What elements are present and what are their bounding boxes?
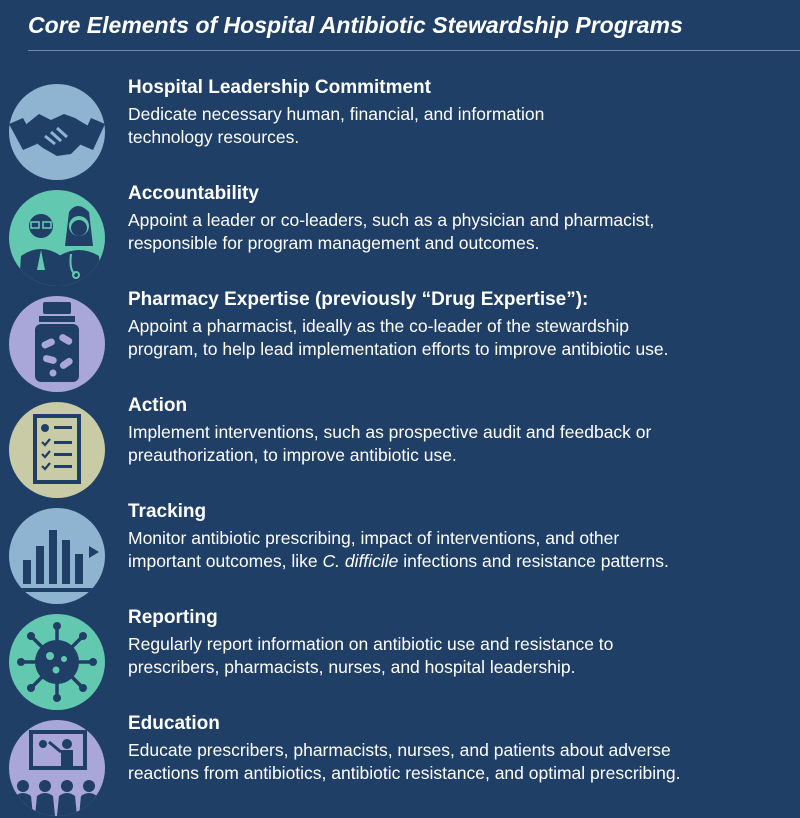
desc-action (128, 421, 793, 467)
desc-line: Educate prescribers, pharmacists, nurses, and patients about adverse (128, 740, 671, 760)
desc-line: Monitor antibiotic prescribing, impact of interventions, and other (128, 528, 620, 548)
desc-line: reactions from antibiotics, antibiotic resistance, and optimal prescribing. (128, 763, 681, 783)
heading-accountability: Accountability (128, 183, 259, 204)
heading-action: Action (128, 395, 188, 416)
desc-line: technology resources. (128, 127, 300, 147)
presentation-icon (9, 720, 105, 816)
desc-pharmacy-expertise (128, 315, 793, 361)
desc-leadership (128, 103, 793, 149)
desc-line: Appoint a pharmacist, ideally as the co-leader of the stewardship (128, 316, 629, 336)
desc-text: infections and resistance patterns. (398, 551, 669, 571)
element-pharmacy-expertise (0, 288, 800, 394)
desc-line: preauthorization, to improve antibiotic use. (128, 445, 457, 465)
element-accountability (0, 182, 800, 288)
title-divider (28, 50, 800, 51)
checklist-icon (9, 402, 105, 498)
desc-line: Implement interventions, such as prospective audit and feedback or (128, 422, 652, 442)
heading-leadership: Hospital Leadership Commitment (128, 77, 431, 98)
element-action (0, 394, 800, 500)
desc-tracking (128, 527, 793, 573)
pill-bottle-icon (9, 296, 105, 392)
page-title: Core Elements of Hospital Antibiotic Stewardship Programs (28, 12, 683, 38)
heading-reporting: Reporting (128, 607, 218, 628)
element-reporting (0, 606, 800, 712)
heading-tracking: Tracking (128, 501, 207, 522)
desc-line (128, 550, 793, 573)
element-leadership (0, 76, 800, 182)
desc-line: program, to help lead implementation efforts to improve antibiotic use. (128, 339, 669, 359)
desc-line: Regularly report information on antibiotic use and resistance to (128, 634, 614, 654)
heading-education: Education (128, 713, 220, 734)
handshake-icon (9, 84, 105, 180)
organism-name: C. difficile (322, 551, 399, 571)
bar-chart-icon (9, 508, 105, 604)
desc-accountability (128, 209, 793, 255)
desc-line: Dedicate necessary human, financial, and information (128, 104, 545, 124)
desc-reporting (128, 633, 793, 679)
desc-line: prescribers, pharmacists, nurses, and hospital leadership. (128, 657, 576, 677)
physician-pharmacist-icon (9, 190, 105, 286)
bacterium-icon (9, 614, 105, 710)
desc-education (128, 739, 793, 785)
element-education (0, 712, 800, 818)
desc-line: Appoint a leader or co-leaders, such as a physician and pharmacist, (128, 210, 655, 230)
element-tracking (0, 500, 800, 606)
desc-line: responsible for program management and outcomes. (128, 233, 540, 253)
heading-pharmacy-expertise: Pharmacy Expertise (previously “Drug Expertise”): (128, 289, 589, 310)
desc-text: important outcomes, like (128, 551, 323, 571)
